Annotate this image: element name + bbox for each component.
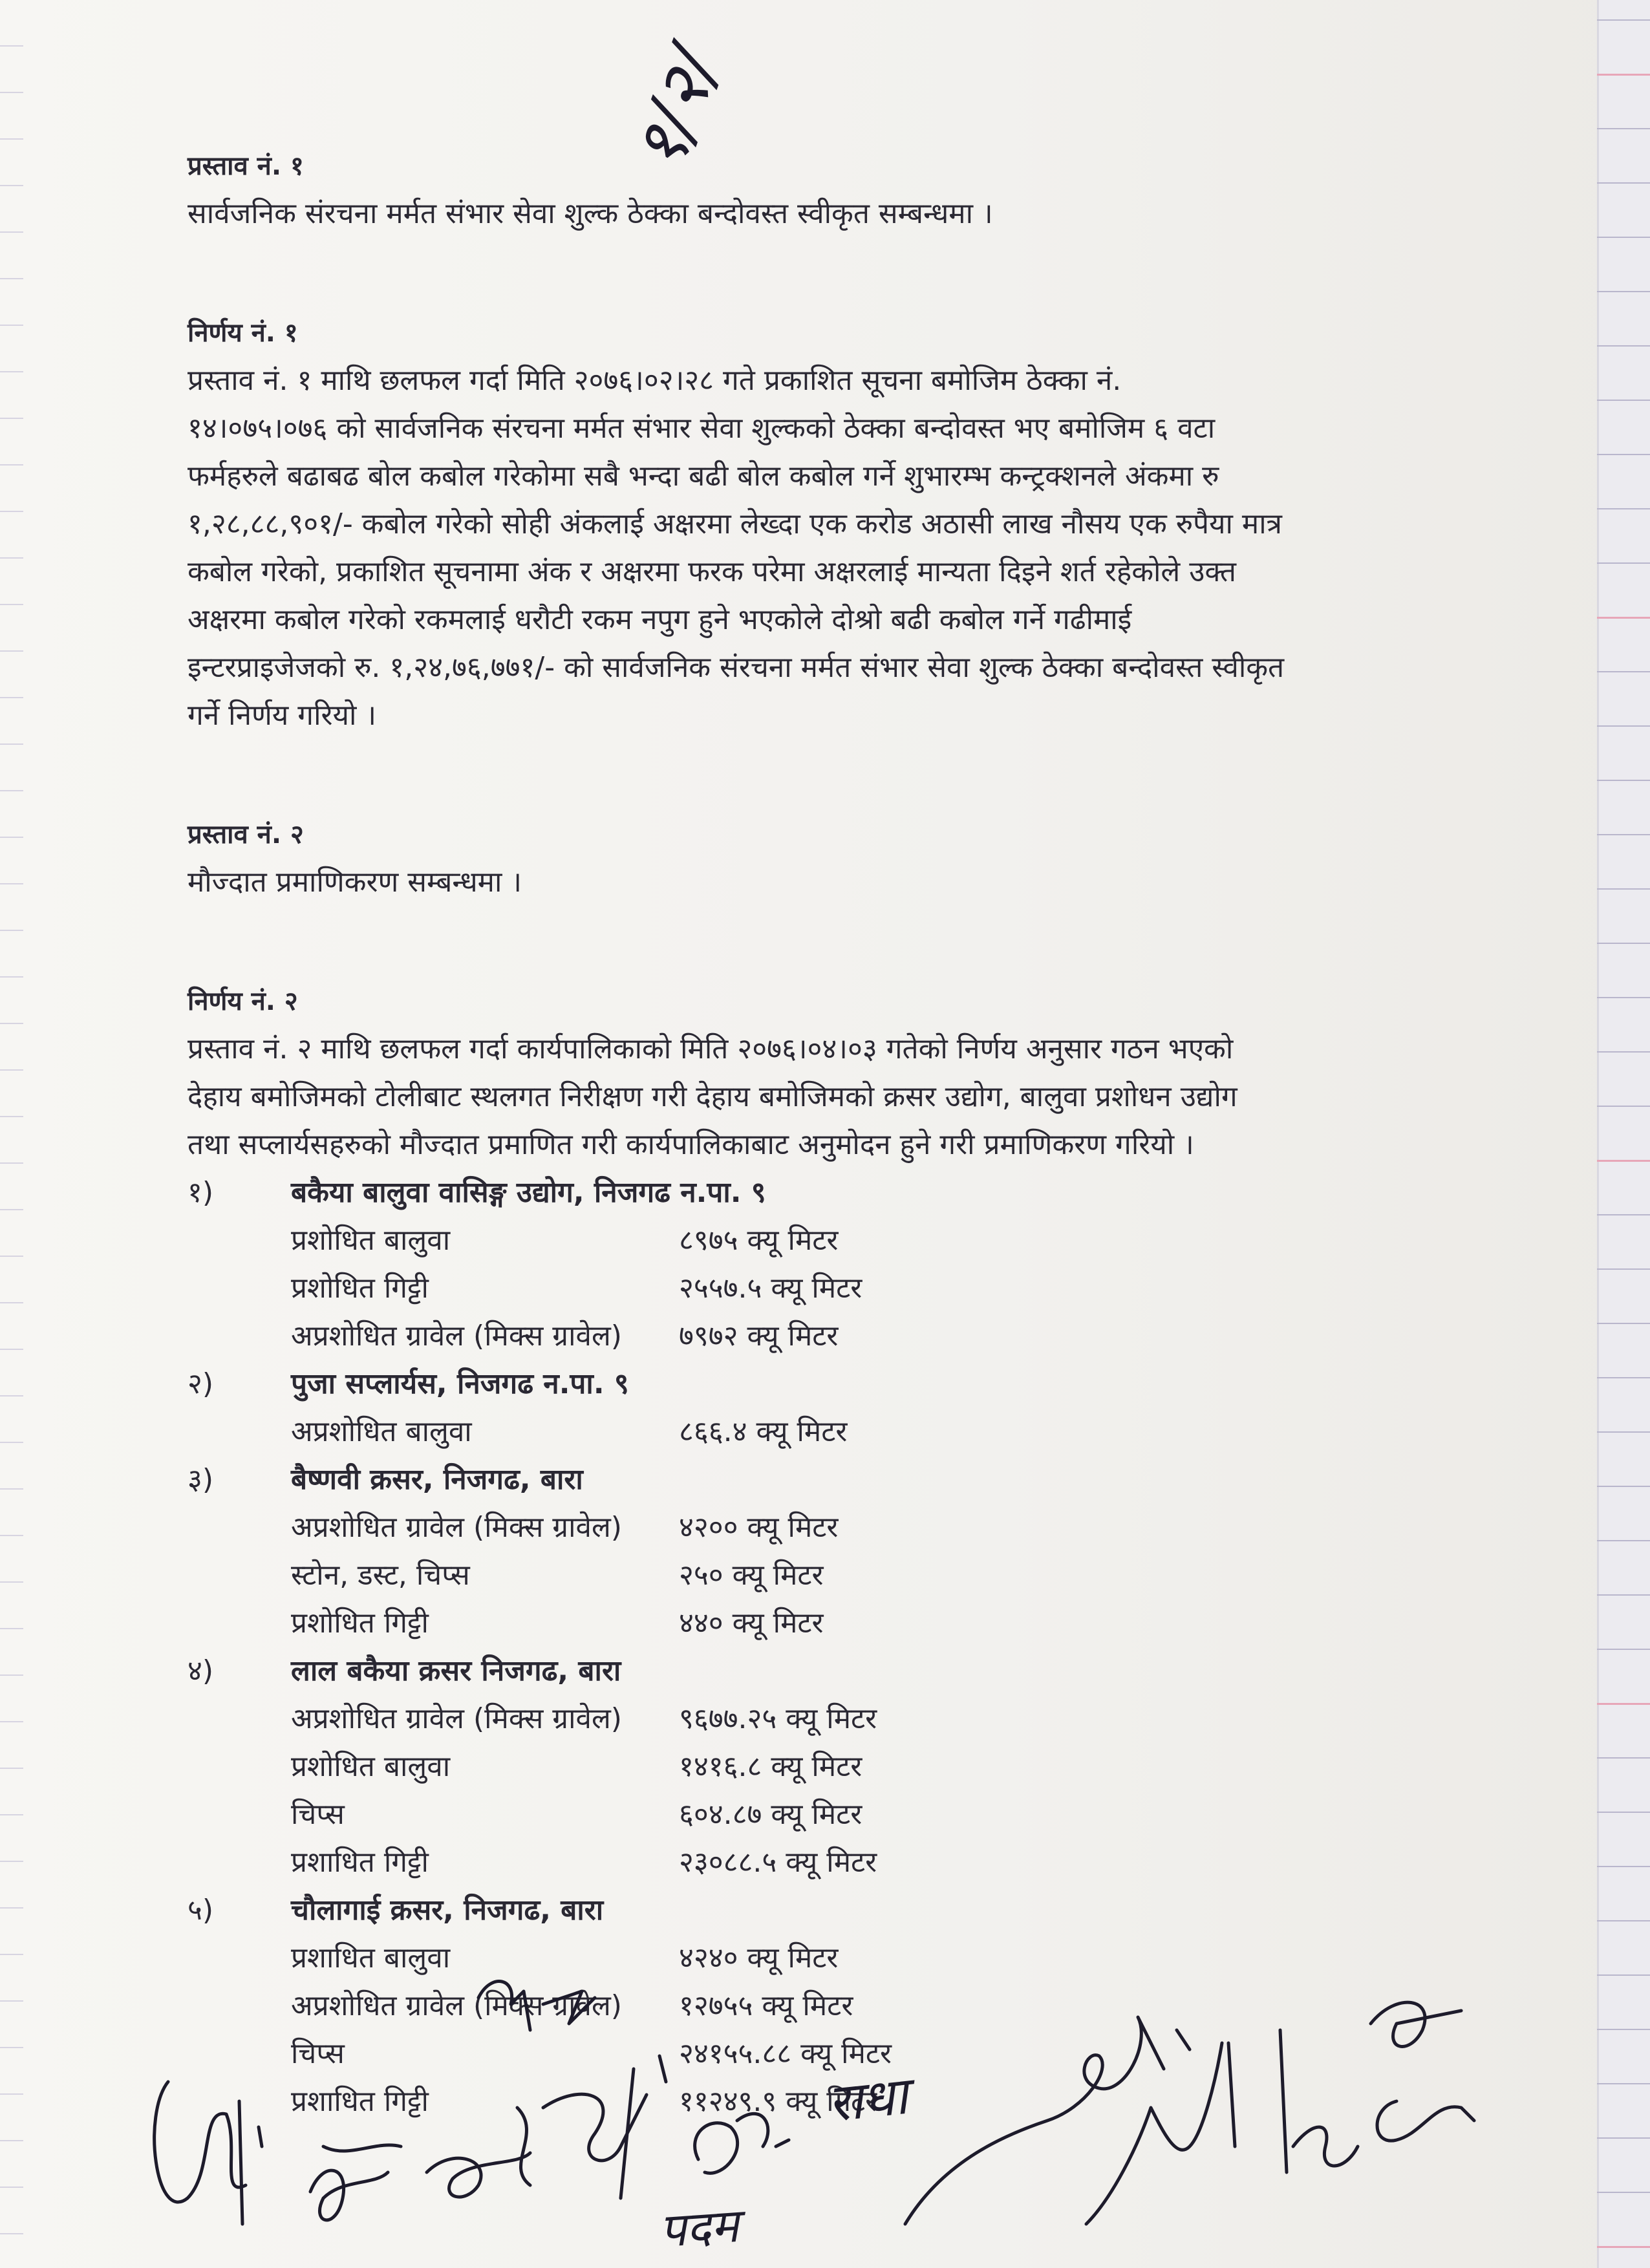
material: प्रशोधित बालुवा bbox=[291, 1224, 451, 1257]
edge-ruling-line bbox=[1597, 1866, 1650, 1867]
edge-ruling-line bbox=[1597, 1757, 1650, 1759]
quantity: ४४० क्यू मिटर bbox=[679, 1607, 824, 1640]
nirnaya-1-line: इन्टरप्राइजेजको रु. १,२४,७६,७७१/- को सार्वजनिक संरचना मर्मत संभार सेवा शुल्क ठेक्का बन्दोवस्त स्वीकृत bbox=[188, 651, 1285, 684]
edge-ruling-line bbox=[1597, 943, 1650, 944]
stock-row bbox=[188, 1743, 1474, 1791]
stock-row bbox=[188, 1552, 1474, 1599]
edge-ruling-line bbox=[1597, 19, 1650, 21]
edge-ruling-line bbox=[1597, 508, 1650, 509]
edge-ruling-line bbox=[1597, 2083, 1650, 2084]
edge-ruling-line bbox=[1597, 291, 1650, 292]
quantity: ८९७५ क्यू मिटर bbox=[679, 1224, 839, 1257]
material: प्रशाधित गिट्टी bbox=[291, 1846, 429, 1879]
stock-entry bbox=[188, 1647, 1474, 1695]
nirnaya-1-line: कबोल गरेको, प्रकाशित सूचनामा अंक र अक्षरमा फरक परेमा अक्षरलाई मान्यता दिइने शर्त रहेकोले उक्त bbox=[188, 555, 1237, 588]
entry-name: लाल बकैया क्रसर निजगढ, बारा bbox=[291, 1654, 621, 1687]
nirnaya-1-line: अक्षरमा कबोल गरेको रकमलाई धरौटी रकम नपुग हुने भएकोले दोश्रो बढी कबोल गर्ने गढीमाई bbox=[188, 603, 1132, 636]
edge-ruling-line bbox=[1597, 1431, 1650, 1433]
edge-ruling-line bbox=[1597, 1540, 1650, 1541]
entry-name: बकैया बालुवा वासिङ्ग उद्योग, निजगढ न.पा. ९ bbox=[291, 1176, 766, 1209]
edge-ruling-line bbox=[1597, 671, 1650, 672]
edge-ruling-line bbox=[1597, 237, 1650, 238]
material: अप्रशोधित ग्रावेल (मिक्स ग्रावेल) bbox=[291, 1320, 622, 1353]
signature-2 bbox=[310, 2145, 401, 2220]
quantity: ११२४९.९ क्यू मिटर bbox=[679, 2085, 877, 2118]
edge-ruling-line bbox=[1597, 997, 1650, 998]
entry-number: ३) bbox=[188, 1463, 214, 1496]
quantity: २५५७.५ क्यू मिटर bbox=[679, 1272, 862, 1305]
edge-ruling-line bbox=[1597, 2137, 1650, 2139]
entry-name: पुजा सप्लार्यस, निजगढ न.पा. ९ bbox=[291, 1367, 629, 1400]
prastav-1-heading: प्रस्ताव नं. १ bbox=[188, 151, 304, 181]
nirnaya-1-heading: निर्णय नं. १ bbox=[188, 318, 298, 348]
quantity: ४२४० क्यू मिटर bbox=[679, 1942, 839, 1974]
notebook-edge bbox=[1597, 0, 1650, 2268]
edge-ruling-line bbox=[1597, 617, 1650, 619]
prastav-2-heading: प्रस्ताव नं. २ bbox=[188, 820, 304, 850]
edge-ruling-line bbox=[1597, 1649, 1650, 1650]
edge-ruling-line bbox=[1597, 1486, 1650, 1487]
edge-ruling-line bbox=[1597, 74, 1650, 76]
edge-ruling-line bbox=[1597, 454, 1650, 455]
edge-ruling-line bbox=[1597, 834, 1650, 835]
entry-number: २) bbox=[188, 1367, 214, 1400]
edge-ruling-line bbox=[1597, 1703, 1650, 1705]
signature-3 bbox=[478, 1982, 595, 2030]
nirnaya-2-body bbox=[188, 1025, 1474, 1169]
quantity: ६०४.८७ क्यू मिटर bbox=[679, 1798, 862, 1831]
edge-ruling-line bbox=[1597, 2192, 1650, 2193]
signature-9 bbox=[1280, 2030, 1358, 2172]
stock-row bbox=[188, 1599, 1474, 1647]
material: अप्रशोधित ग्रावेल (मिक्स ग्रावेल) bbox=[291, 1989, 622, 2022]
edge-ruling-line bbox=[1597, 182, 1650, 184]
edge-ruling-line bbox=[1597, 1323, 1650, 1324]
nirnaya-1-line: फर्महरुले बढाबढ बोल कबोल गरेकोमा सबै भन्दा बढी बोल कबोल गर्ने शुभारम्भ कन्ट्रक्शनले अंकमा रु bbox=[188, 460, 1219, 493]
quantity: १२७५५ क्यू मिटर bbox=[679, 1989, 853, 2022]
edge-ruling-line bbox=[1597, 1377, 1650, 1378]
stock-row bbox=[188, 1791, 1474, 1839]
entry-name: बैष्णवी क्रसर, निजगढ, बारा bbox=[291, 1463, 583, 1496]
signature-8 bbox=[1086, 2043, 1235, 2224]
edge-ruling-line bbox=[1597, 1051, 1650, 1053]
quantity: २५० क्यू मिटर bbox=[679, 1559, 824, 1592]
binding-ruling bbox=[0, 0, 23, 2268]
nirnaya-2-line: तथा सप्लार्यसहरुको मौज्दात प्रमाणित गरी कार्यपालिकाबाट अनुमोदन हुने गरी प्रमाणिकरण गरियो । bbox=[188, 1128, 1194, 1161]
prastav-2-text: मौज्दात प्रमाणिकरण सम्बन्धमा । bbox=[188, 866, 522, 899]
material: चिप्स bbox=[291, 1798, 345, 1831]
edge-ruling-line bbox=[1597, 1106, 1650, 1107]
edge-ruling-line bbox=[1597, 888, 1650, 890]
material: स्टोन, डस्ट, चिप्स bbox=[291, 1559, 470, 1592]
signature-scribbles bbox=[129, 1952, 1487, 2263]
quantity: ९६७७.२५ क्यू मिटर bbox=[679, 1702, 877, 1735]
edge-ruling-line bbox=[1597, 400, 1650, 401]
signature-6 bbox=[695, 2113, 789, 2173]
nirnaya-1-line: १४।०७५।०७६ को सार्वजनिक संरचना मर्मत संभार सेवा शुल्कको ठेक्का बन्दोवस्त भए बमोजिम ६ वटा bbox=[188, 412, 1216, 445]
stock-entry bbox=[188, 1169, 1474, 1217]
material: प्रशोधित बालुवा bbox=[291, 1750, 451, 1783]
nirnaya-1-line: १,२८,८८,९०१/- कबोल गरेको सोही अंकलाई अक्षरमा लेख्दा एक करोड अठासी लाख नौसय एक रुपैया मात्र bbox=[188, 508, 1282, 540]
edge-ruling-line bbox=[1597, 780, 1650, 781]
material: प्रशाधित बालुवा bbox=[291, 1942, 451, 1974]
signature-1 bbox=[155, 2082, 262, 2224]
edge-ruling-line bbox=[1597, 725, 1650, 727]
edge-ruling-line bbox=[1597, 1812, 1650, 1813]
stock-row bbox=[188, 1408, 1474, 1456]
quantity: २४१५५.८८ क्यू मिटर bbox=[679, 2037, 892, 2070]
stock-row bbox=[188, 1695, 1474, 1743]
signature-4 bbox=[427, 2108, 530, 2197]
edge-ruling-line bbox=[1597, 562, 1650, 564]
stock-row bbox=[188, 1839, 1474, 1887]
entry-name: चौलागाई क्रसर, निजगढ, बारा bbox=[291, 1894, 604, 1927]
entry-number: ४) bbox=[188, 1654, 214, 1687]
quantity: २३०८८.५ क्यू मिटर bbox=[679, 1846, 877, 1879]
nirnaya-1-body bbox=[188, 357, 1474, 740]
quantity: ७९७२ क्यू मिटर bbox=[679, 1320, 839, 1353]
quantity: ४२०० क्यू मिटर bbox=[679, 1511, 839, 1544]
edge-ruling-line bbox=[1597, 1268, 1650, 1270]
edge-ruling-line bbox=[1597, 1974, 1650, 1976]
material: अप्रशोधित ग्रावेल (मिक्स ग्रावेल) bbox=[291, 1702, 622, 1735]
quantity: १४१६.८ क्यू मिटर bbox=[679, 1750, 862, 1783]
nirnaya-2-line: प्रस्ताव नं. २ माथि छलफल गर्दा कार्यपालिकाको मिति २०७६।०४।०३ गतेको निर्णय अनुसार गठन भएको bbox=[188, 1032, 1234, 1065]
edge-ruling-line bbox=[1597, 1594, 1650, 1596]
signature-5 bbox=[543, 2056, 666, 2198]
material: प्रशोधित गिट्टी bbox=[291, 1607, 429, 1640]
stock-entry bbox=[188, 1456, 1474, 1504]
material: प्रशाधित गिट्टी bbox=[291, 2085, 429, 2118]
material: अप्रशोधित ग्रावेल (मिक्स ग्रावेल) bbox=[291, 1511, 622, 1544]
nirnaya-1-line: गर्ने निर्णय गरियो । bbox=[188, 699, 377, 732]
stock-row bbox=[188, 1265, 1474, 1312]
quantity: ८६६.४ क्यू मिटर bbox=[679, 1415, 848, 1448]
minutes-body bbox=[188, 142, 1474, 2126]
stock-entry bbox=[188, 1887, 1474, 1934]
signature-10 bbox=[1371, 2002, 1474, 2141]
handwritten-page-number: १/२/ bbox=[617, 37, 736, 180]
edge-ruling-line bbox=[1597, 1920, 1650, 1921]
signature-radha: राधा bbox=[824, 2065, 911, 2134]
stock-row bbox=[188, 1217, 1474, 1265]
stock-row bbox=[188, 1504, 1474, 1552]
edge-ruling-line bbox=[1597, 128, 1650, 129]
edge-ruling-line bbox=[1597, 2246, 1650, 2248]
edge-ruling-line bbox=[1597, 1214, 1650, 1215]
material: अप्रशोधित बालुवा bbox=[291, 1415, 472, 1448]
stock-row bbox=[188, 1312, 1474, 1360]
nirnaya-1-line: प्रस्ताव नं. १ माथि छलफल गर्दा मिति २०७६।०२।२८ गते प्रकाशित सूचना बमोजिम ठेक्का नं. bbox=[188, 364, 1122, 397]
material: चिप्स bbox=[291, 2037, 345, 2070]
edge-ruling-line bbox=[1597, 2029, 1650, 2030]
stock-entry bbox=[188, 1360, 1474, 1408]
entry-number: ५) bbox=[188, 1894, 214, 1927]
nirnaya-2-line: देहाय बमोजिमको टोलीबाट स्थलगत निरीक्षण गरी देहाय बमोजिमको क्रसर उद्योग, बालुवा प्रशोधन उद्योग bbox=[188, 1080, 1238, 1113]
edge-ruling-line bbox=[1597, 345, 1650, 347]
nirnaya-2-heading: निर्णय नं. २ bbox=[188, 987, 298, 1016]
entry-number: १) bbox=[188, 1176, 214, 1209]
material: प्रशोधित गिट्टी bbox=[291, 1272, 429, 1305]
edge-ruling-line bbox=[1597, 1160, 1650, 1162]
prastav-1-text: सार्वजनिक संरचना मर्मत संभार सेवा शुल्क ठेक्का बन्दोवस्त स्वीकृत सम्बन्धमा । bbox=[188, 197, 993, 230]
signature-padam: पदम bbox=[658, 2198, 741, 2258]
